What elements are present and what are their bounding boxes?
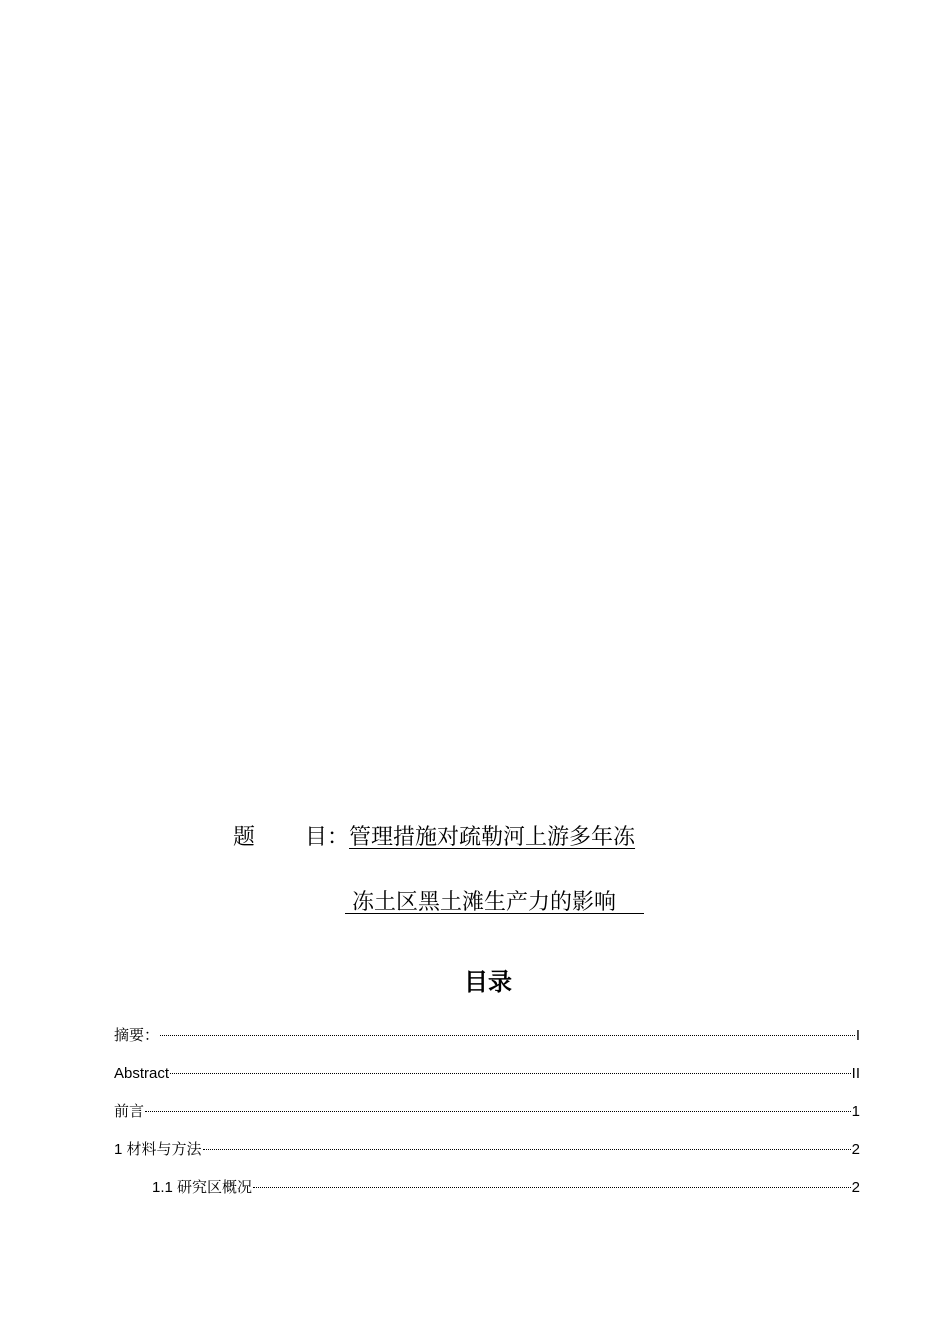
toc-entry-materials-methods[interactable] [114, 1139, 860, 1177]
toc-entry-page: 2 [851, 1179, 860, 1196]
toc-dot-leader [253, 1187, 851, 1188]
toc-entry-study-area[interactable] [114, 1177, 860, 1215]
table-of-contents [114, 1025, 860, 1215]
title-label-left: 题 [233, 825, 256, 850]
toc-entry-page: 2 [851, 1141, 860, 1158]
toc-entry-page: 1 [851, 1103, 860, 1120]
toc-dot-leader [170, 1073, 851, 1074]
toc-entry-page: I [855, 1027, 860, 1044]
title-text-line-1: 管理措施对疏勒河上游多年冻 [349, 825, 636, 850]
toc-entry-label: 前言 [114, 1103, 145, 1120]
thesis-title-line-1 [233, 824, 635, 852]
title-text-line-2: 冻土区黑土滩生产力的影响 [352, 890, 617, 915]
title-label-right: 目： [305, 825, 350, 850]
toc-dot-leader [203, 1149, 851, 1150]
toc-entry-page: II [851, 1065, 860, 1082]
toc-entry-label: 摘要： [114, 1027, 160, 1044]
thesis-title-line-2 [345, 889, 644, 917]
toc-entry-label: 1 材料与方法 [114, 1141, 202, 1158]
toc-entry-label: 1.1 研究区概况 [152, 1179, 253, 1196]
toc-heading: 目录 [464, 968, 512, 996]
toc-entry-abstract-cn[interactable] [114, 1025, 860, 1063]
toc-dot-leader [160, 1035, 855, 1036]
toc-entry-abstract-en[interactable] [114, 1063, 860, 1101]
toc-dot-leader [145, 1111, 851, 1112]
toc-entry-preface[interactable] [114, 1101, 860, 1139]
toc-entry-label: Abstract [114, 1065, 170, 1082]
